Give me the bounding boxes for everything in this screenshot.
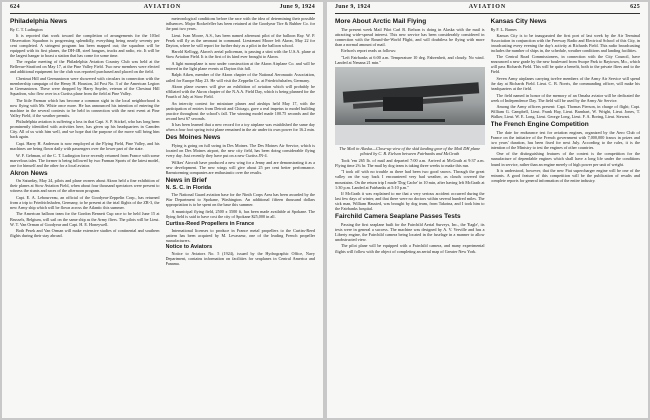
column [166, 16, 316, 416]
article-subheading: Curtiss-Reed Propellers in France [165, 220, 255, 227]
column [335, 16, 485, 416]
article-paragraph: Among the Army officers present: Capt. Thomas Pierson, in charge of flight; Capt. William G. Campbell, Lieut. Frank Hay, Lieut. Barnhart, W. Wright, Lieut. Jones, T. Walker, Lieut. W. E. Long, Lieut. George Long, Lieut. F. A. Boring, Lieut. Stewart. [490, 104, 640, 120]
article-paragraph: Eielson's report reads as follows: [341, 48, 397, 54]
page-number: 624 [10, 4, 20, 10]
photo-caption: The Mail in Alaska—Close-up view of the skid landing gear of the Mail DH plane piloted by C. B. Eielson between Fairbanks and McGrath [339, 145, 481, 156]
article-paragraph: Flying is going on full swing in Des Moines. The Des Moines Air Service, which is located on Des Moines airport, the new city field, has been doing considerable flying every day. Just recently they have put on a new Curtiss JN-4. [165, 142, 315, 159]
right-columns [335, 16, 640, 416]
article-paragraph: Passing the first seaplane built for the Fairchild Aerial Surveys, Inc., the 'Eagle', its tests were in general a success. The machine was designed by A. V. Verville and has a Liberty engine, the Fairchild camera being located in the fuselage in a manner to allow unobstructed view. [335, 221, 485, 242]
article-heading: Philadelphia News [10, 18, 68, 25]
article-paragraph: Kansas City is to be inaugurated the first port of last week by the Air Terminal Association in conjunction with the Freeway Radio and Electrical School of this City, in broadcasting every evening the day's activity at Richards Field. This radio broadcasting includes the number of ships in, the schedule, weather conditions and landing facilities. [490, 32, 640, 53]
article-paragraph: Akron plane owners will give an exhibition of aviation which will probably be affiliated with the Akron chapter of the N.A.A. Field Day, which is being planned for the Fourth of July at Stow Field. [165, 84, 315, 100]
article-paragraph: A light monoplane is now under construction at the Akron Airplane Co. and will be entered in the light plane events at Dayton this fall. [165, 60, 315, 71]
article-byline: By F. L. Barnes [490, 26, 517, 32]
issue-date: June 9, 1924 [279, 4, 315, 10]
article-paragraph: An intercity contest for miniature planes and airships held May 17, with the participation of entries from Detroit and Chicago, gave a real impetus to model building practice throughout the school's fall. The winning model made 100.75 seconds and the second best 67 seconds. [165, 100, 315, 121]
aircraft-photo [335, 67, 485, 145]
article-paragraph: Seven Army airplanes carrying twelve members of the Army Air Service will spend the day at Richards Field. Lieut. C. B. Norris, the commanding officer, will make his headquarters at the field. [490, 75, 640, 91]
article-paragraph: Both Pesek and Van Orman will make extensive studies of continental and southern flights during their stay abroad. [10, 228, 160, 239]
article-paragraph: Philadelphia aviation is suffering a loss in that Capt. S. P. Stickel, who has long been prominently identified with activities here, has given up his headquarters in Camden City. All of us wish him well, and we hope that the purpose of the move will bring him back again. [10, 119, 160, 140]
article-paragraph: It is understood, however, that the new Fiat supercharger engine will be one of the entrants. A good feature of this competition will be the publication of results and complete reports for general information of the entire industry. [490, 168, 640, 184]
article-paragraph: It has been learned that a new record for a toy airplane was established the same day when a four foot spring twist plane remained in the air under its own power for 16.2 min. [165, 122, 315, 133]
article-paragraph: Notice to Aviators No. 5 (1924), issued by the Hydrographic Office, Navy Department, contains information on facilities for seaplanes in Central America and Panama. [165, 251, 315, 267]
article-paragraph: "I took off with no trouble as there had been two good snows. Through the great valley on the way back I encountered very bad weather, as clouds covered the mountains. On the return trip I made 'Dog Cache' in 10 min, after having left McGrath at 1:30 p.m. Landed at Fairbanks at 5:10 p.m." [335, 169, 485, 190]
running-head-left [10, 4, 315, 13]
column [10, 16, 160, 416]
article-paragraph: The pilot plane will be equipped with a Fairchild camera, and many experimental flights will follow with the object of completing an aerial map of Greater New York. [335, 243, 485, 254]
photo-snow [335, 125, 485, 145]
article-paragraph: A municipal flying field, 2500 x 3500 ft, has been made available at Spokane. The flying field is said to have cost the city of Spokane $25,000 in all. [165, 208, 315, 219]
article-heading: News in Brief [165, 176, 207, 184]
magazine-title: AVIATION [468, 4, 507, 10]
article-paragraph: Capt. Harry H. Anderson is now employed at the Flying Field, Pine Valley, and his machines are being flown daily with passengers over the lower part of the state. [10, 140, 160, 151]
photo-skid [365, 119, 445, 122]
article-paragraph: Capt. E. A. Lebourveau, an official of the Goodyear-Zeppelin Corp., has returned from a trip to Friedrichshafen, Germany, to be present at the trial flights of the ZR-3, the new Army ship which will be flown across the Atlantic this summer. [10, 194, 160, 210]
article-heading: Fairchild Camera Seaplane Passes Tests [335, 213, 461, 221]
article-paragraph: The present week Mail Pilot Carl B. Eielson is doing in Alaska with the mail is attracting wide-spread interest. This new service has been considerably considered in connection with the Round-the-World Flight, and will doubtless be flying with more than a normal amount of mail. [335, 26, 485, 47]
article-byline: By C. T. Ludington [10, 26, 43, 32]
header-rule [335, 13, 640, 14]
issue-date: June 9, 1924 [335, 4, 371, 10]
left-page [2, 2, 323, 418]
article-paragraph: If McGrath it was explained to me that a very serious accident occurred during the last few days of winter, and that there were no doctors within several hundred miles. The sick man, William Hausted, was brought by dog team, from Takotna, and I took him to the Fairbanks hospital. [335, 191, 485, 212]
article-paragraph: W. F. Gehman, of the C. T. Ludington force recently returned from France with some marvelous tales. The former is being followed by two Farman Sports of the latest model, one for himself and the other for a local aviator. [10, 152, 160, 168]
article-paragraph: The little Farman which has become a common sight in the local neighborhood is now flying with Mr. White once more. He has announced his intention of entering the machine in the several contests to be held in connection with the next event at Pine Valley Field, if the weather permits. [10, 97, 160, 118]
article-heading: More About Arctic Mail Flying [335, 18, 427, 25]
article-subheading: Notice to Aviators [165, 244, 213, 251]
article-heading: Des Moines News [165, 134, 221, 142]
article-paragraph: International licenses to produce in France metal propellers to the Curtiss-Reed pattern has been acquired by M. Levasseur, one of the leading French propeller manufacturers. [165, 227, 315, 243]
article-subheading: N. S. C. in Florida [165, 185, 212, 192]
article-paragraph: Took 'em 265 lb. of mail and departed 7:00 a.m. Arrived at McGrath at 9:37 a.m. Flying time 2¾ hr. The mail by dog team is taking three weeks to make this run. [335, 157, 485, 168]
article-paragraph: It is reported that work toward the completion of arrangements for the 103rd Observation Squadron is progressing splendidly, everything being nearly seventy per cent completed. A stringent program has been mapped out; the squadron will be equipped with its first planes, the DH-4B, steel hangars, trucks and radio, etc. It will be the largest hangar to boast a station that has come for some time. [10, 32, 160, 58]
magazine-title: AVIATION [143, 4, 182, 10]
article-paragraph: The field named in honor of the memory of an Omaha aviator will be dedicated the week of Independence Day. The field will be used by the Army Air Service. [490, 92, 640, 103]
article-heading: Akron News [10, 169, 48, 177]
running-head-right [335, 4, 640, 13]
article-paragraph: "Left Fairbanks at 6:00 a.m. Temperature 10 deg. Fahrenheit, and cloudy. No wind. Landed at Nenana 21 min." [335, 54, 485, 65]
article-paragraph: Ralph Aiken, member of the Akron chapter of the National Aeronautic Association, sailed for Europe May 23. He will visit the Zeppelin Co. at Friedrichshafen, Germany. [165, 72, 315, 83]
article-heading: The French Engine Competition [490, 121, 589, 129]
article-paragraph: Harold Kellogg, Akron's aerial policeman, is passing a stint with the U.S.A. plane at Stow Aviation Field. It is the first of its kind ever brought to Akron. [165, 49, 315, 60]
article-paragraph: The regular meeting of the Philadelphia Aviation Country Club was held at the Bellevue-Stratford on May 17, at the Pine Valley Field. Two new members were elected and additional equipment for the club was reported purchased and placed on the field. [10, 59, 160, 75]
column [491, 16, 641, 416]
article-paragraph: The date for endurance test for aviation engines, organized by the Aero Club of France on the initiative of the French government with 7,000,000 francs in prizes and two years' duration, has been fixed for next July. According to the rules, it is the intention of the Ministry to test the engines of other countries. [490, 129, 640, 150]
article-paragraph: Lieut. Ivan Moore, A.S., has been named aftermost pilot of the balloon Ray. W. P. Pesek will fly as the aeronaut in command. Lieutenant Moore left Akron, May 22 for Dayton, where he will report for further duty as a pilot in the balloon school. [165, 32, 315, 48]
header-rule [10, 13, 315, 14]
article-paragraph: Wilkes' Aircraft have produced a new wing for a Jenny and are demonstrating it as a new development. The new wings will give about 25 per cent better performance. Barnstorming companies are enthusiastic over the results. [165, 159, 315, 175]
article-paragraph: meteorological conditions before the race with the idea of determining their possible influences. Major Rockefeller has been retained at the Goodyear Tire & Rubber Co. for the past two years. [165, 16, 315, 32]
left-columns [10, 16, 315, 416]
article-paragraph: Chestnut Hill and Germantown were showered with circulars in connection with the membership campaign of the Henry H. Houston, 2d Post No. 3 of the American Legion in Germantown. These were dropped by Harry Snyder, veteran of the Chestnut Hill Squadron, who flew over in a Curtiss plane from the field at Pine Valley. [10, 75, 160, 97]
article-paragraph: The Central Road Commissioners, in connection with the City Council, have announced a new grade by the new boulevard from Swope Park to Raytown, Mo., which will pass Richards Field. This will be quite a benefit, both to the private fliers and to the Field. [490, 54, 640, 75]
article-paragraph: One of the distinguishing features of the contest is the competition for the manufacture of dependable engines which shall have a long life under the conditions found in service, rather than an engine merely of high power per unit of weight. [490, 151, 640, 167]
right-page [327, 2, 648, 418]
article-paragraph: The American balloon team for the Gordon Bennett Cup race to be held June 15 at Brussels, Belgium, will sail on the same ship as the Army fliers. The pilots will be Lieut. W. T. Van Orman of Goodyear and Capt. H. E. Honeywell. [10, 211, 160, 227]
article-heading: Kansas City News [490, 18, 547, 25]
article-paragraph: On Saturday, May 24, pilots and plane owners about Akron held a fine exhibition of their planes at Stow Aviation Field, when about four thousand spectators were present to witness the stunts and races of the afternoon program. [10, 178, 160, 194]
photo-fuse [383, 97, 423, 111]
page-number: 625 [630, 4, 640, 10]
article-paragraph: The National Guard aviation base for the Ninth Corps Area has been awarded by the War Department to Spokane, Washington. An additional fifteen thousand dollars appropriation is to be spent on the base this summer. [165, 192, 315, 208]
